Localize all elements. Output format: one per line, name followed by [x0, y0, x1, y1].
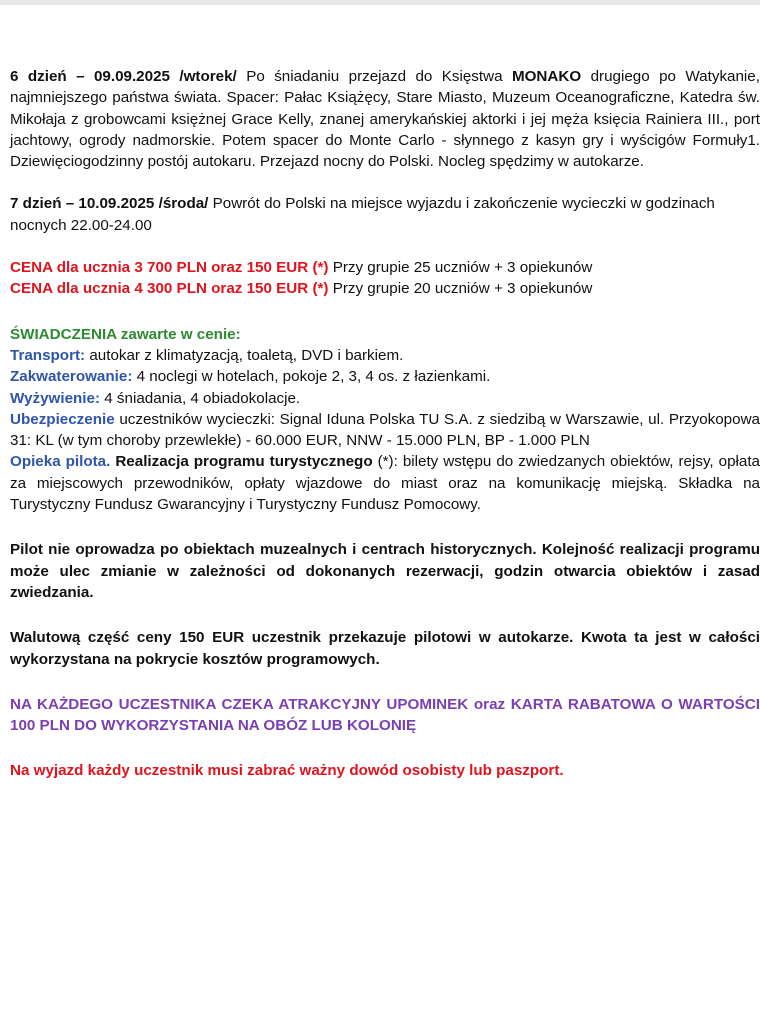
accommodation-text: 4 noclegi w hotelach, pokoje 2, 3, 4 os. z łazienkami.	[132, 368, 491, 386]
day7-paragraph	[10, 193, 760, 236]
food-line	[10, 388, 760, 409]
transport-text: autokar z klimatyzacją, toaletą, DVD i barkiem.	[85, 346, 404, 364]
price-label-2: CENA dla ucznia 4 300 PLN oraz 150 EUR (*)	[10, 280, 329, 298]
pilot-label: Opieka pilota.	[10, 453, 111, 471]
price-line-2	[10, 278, 760, 299]
price-line-1	[10, 257, 760, 278]
insurance-text: uczestników wycieczki: Signal Iduna Polska TU S.A. z siedzibą w Warszawie, ul. Przyokopowa 31: KL (w tym choroby przewlekłe) - 60.000 EUR, NNW - 15.000 PLN, BP - 1.000 PLN	[10, 410, 760, 450]
price-label-1: CENA dla ucznia 3 700 PLN oraz 150 EUR (*)	[10, 259, 329, 277]
day6-text: Po śniadaniu przejazd do Księstwa	[236, 68, 512, 85]
day7-heading: 7 dzień – 10.09.2025 /środa/	[10, 195, 209, 213]
transport-line	[10, 345, 760, 366]
insurance-label: Ubezpieczenie	[10, 410, 115, 428]
documents-note: Na wyjazd każdy uczestnik musi zabrać ważny dowód osobisty lub paszport.	[10, 762, 564, 780]
price-note-2: Przy grupie 20 uczniów + 3 opiekunów	[328, 280, 593, 298]
food-text: 4 śniadania, 4 obiadokolacje.	[100, 389, 301, 407]
day7-text: Powrót do Polski na miejsce wyjazdu i zakończenie wycieczki w godzinach nocnych 22.00-24.00	[10, 195, 715, 234]
accommodation-label: Zakwaterowanie:	[10, 368, 133, 386]
pilot-note: Pilot nie oprowadza po obiektach muzealnych i centrach historycznych. Kolejność realizacji programu może ulec zmianie w zależności od dokonanych rezerwacji, godzin otwarcia obiektów i zasad zwiedzania.	[10, 541, 760, 601]
transport-label: Transport:	[10, 346, 86, 364]
day6-heading: 6 dzień – 09.09.2025 /wtorek/	[10, 68, 237, 85]
top-divider	[0, 0, 760, 5]
program-paragraph	[10, 451, 760, 515]
accommodation-line	[10, 366, 760, 387]
currency-note: Walutową część ceny 150 EUR uczestnik przekazuje pilotowi w autokarze. Kwota ta jest w całości wykorzystana na pokrycie kosztów programowych.	[10, 629, 760, 668]
services-heading: ŚWIADCZENIA zawarte w cenie:	[10, 325, 241, 343]
day6-monako: MONAKO	[511, 68, 582, 85]
document-body	[10, 66, 760, 782]
program-text: (*): bilety wstępu do zwiedzanych obiektów, rejsy, opłata za miejscowych przewodników, opłaty wjazdowe do miast oraz na komunikację miejską. Składka na Turystyczny Fundusz Gwarancyjny i Turystyczny Fundusz Pomocowy.	[10, 453, 760, 514]
food-label: Wyżywienie:	[10, 389, 101, 407]
gift-note: NA KAŻDEGO UCZESTNIKA CZEKA ATRAKCYJNY UPOMINEK oraz KARTA RABATOWA O WARTOŚCI 100 PLN DO WYKORZYSTANIA NA OBÓZ LUB KOLONIĘ	[10, 695, 760, 735]
insurance-paragraph	[10, 409, 760, 452]
program-label: Realizacja programu turystycznego	[110, 453, 373, 471]
day6-text2: drugiego po Watykanie, najmniejszego państwa świata. Spacer: Pałac Książęcy, Stare Miasto, Muzeum Oceanograficzne, Katedra św. Mikołaja z grobowcami księżnej Grace Kelly, znanej amerykańskiej aktorki i jej męża księcia Rainiera III., port jachtowy, ogrody nadmorskie. Potem spacer do Monte Carlo - słynnego z kasyn gry i wyścigów Formuły1. Dziewięciogodzinny postój autokaru. Przejazd nocny do Polski. Nocleg spędzimy w autokarze.	[10, 68, 760, 171]
day6-paragraph	[10, 66, 760, 172]
price-note-1: Przy grupie 25 uczniów + 3 opiekunów	[328, 259, 593, 277]
